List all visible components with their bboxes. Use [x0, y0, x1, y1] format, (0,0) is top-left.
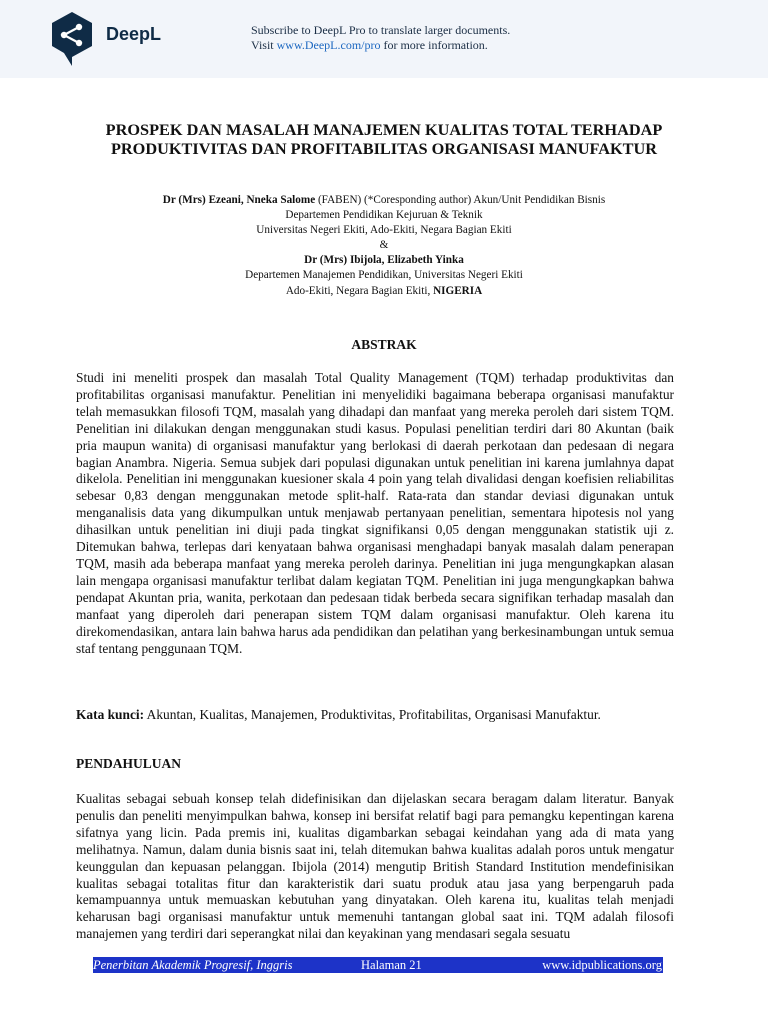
keywords-label: Kata kunci: — [76, 707, 145, 722]
author1-name: Dr (Mrs) Ezeani, Nneka Salome — [162, 194, 316, 206]
promo-line-1: Subscribe to DeepL Pro to translate larger documents. — [251, 23, 511, 37]
promo-line-2 — [251, 38, 510, 53]
promo-visit: Visit — [251, 38, 277, 52]
promo-rest: for more information. — [380, 38, 488, 52]
author-block — [150, 193, 618, 299]
author2-affiliation-2-line — [150, 284, 618, 299]
keywords — [76, 707, 674, 724]
footer-page-number: Halaman 21 — [361, 958, 422, 972]
author-separator: & — [379, 239, 389, 252]
author2-affiliation-1: Departemen Manajemen Pendidikan, Universitas Negeri Ekiti — [245, 269, 523, 282]
footer-publisher: Penerbitan Akademik Progresif, Inggris — [93, 958, 293, 972]
abstract-heading: ABSTRAK — [351, 337, 417, 352]
deepl-logo-icon[interactable] — [48, 10, 96, 68]
footer-url-link[interactable]: www.idpublications.org — [542, 958, 662, 972]
author1-affiliation-1: (FABEN) (*Coresponding author) Akun/Unit Pendidikan Bisnis — [315, 194, 606, 206]
keywords-list: Akuntan, Kualitas, Manajemen, Produktivitas, Profitabilitas, Organisasi Manufaktur. — [144, 707, 601, 722]
author2-country: NIGERIA — [433, 284, 483, 297]
author2-affiliation-2: Ado-Ekiti, Negara Bagian Ekiti, — [285, 284, 434, 297]
author1-affiliation-2: Departemen Pendidikan Kejuruan & Teknik — [285, 209, 483, 222]
intro-text: Kualitas sebagai sebuah konsep telah didefinisikan dan dijelaskan secara beragam dalam literatur. Banyak penulis dan peneliti menyimpulkan bahwa, konsep ini bersifat relatif bagi para pemangku kepentingan karena sifatnya yang licin. Pada premis ini, kualitas digambarkan sebagai keindahan yang ada di mata yang melihatnya. Namun, dalam dunia bisnis saat ini, telah ditemukan bahwa kualitas adalah poros untuk mengatur keunggulan dan kepuasan pelanggan. Ibijola (2014) mengutip British Standard Institution mendefinisikan kualitas sebagai totalitas fitur dan karakteristik dari suatu produk atau jasa yang berpengaruh pada kemampuannya untuk memuaskan kebutuhan yang dinyatakan. Oleh karena itu, kualitas telah menjadi keharusan bagi organisasi manufaktur untuk memenuhi tantangan global saat ini. TQM adalah filosofi manajemen yang terdiri dari seperangkat nilai dan keyakinan yang mendasari segala sesuatu — [76, 791, 674, 942]
promo-text — [251, 23, 510, 53]
deepl-banner — [0, 0, 768, 78]
author1-line — [150, 193, 618, 208]
paper-title: PROSPEK DAN MASALAH MANAJEMEN KUALITAS TOTAL TERHADAP PRODUKTIVITAS DAN PROFITABILITAS ORGANISASI MANUFAKTUR — [105, 120, 663, 158]
author2-name: Dr (Mrs) Ibijola, Elizabeth Yinka — [304, 254, 464, 267]
intro-heading: PENDAHULUAN — [76, 756, 182, 771]
author1-affiliation-3: Universitas Negeri Ekiti, Ado-Ekiti, Negara Bagian Ekiti — [256, 224, 512, 237]
deepl-logo-text[interactable]: DeepL — [106, 24, 162, 44]
promo-link[interactable]: www.DeepL.com/pro — [276, 38, 381, 52]
page-footer — [93, 957, 663, 973]
abstract-text: Studi ini meneliti prospek dan masalah Total Quality Management (TQM) terhadap produktivitas dan profitabilitas organisasi manufaktur. Penelitian ini menyelidiki bagaimana beberapa organisasi manufaktur telah memasukkan filosofi TQM, masalah yang dihadapi dan manfaat yang mereka peroleh dari sistem TQM. Penelitian ini dilakukan dengan menggunakan studi kasus. Populasi penelitian terdiri dari 80 Akuntan (baik pria maupun wanita) di organisasi manufaktur yang berlokasi di daerah perkotaan dan pedesaan di negara bagian Anambra. Nigeria. Semua subjek dari populasi digunakan untuk penelitian ini karena jumlahnya dapat dikelola. Penelitian ini menggunakan kuesioner skala 4 poin yang telah divalidasi dengan koefisien reliabilitas sebesar 0,83 dengan menggunakan metode split-half. Rata-rata dan standar deviasi digunakan untuk menganalisis data yang dikumpulkan untuk menjawab pertanyaan penelitian, sementara hipotesis nol yang dihasilkan untuk penelitian ini diuji pada tingkat signifikansi 0,05 dengan menggunakan statistik uji z. Ditemukan bahwa, terlepas dari kenyataan bahwa organisasi menghadapi banyak masalah dalam penerapan TQM, masih ada beberapa manfaat yang mereka peroleh darinya. Penelitian ini juga mengungkapkan alasan lain mengapa organisasi manufaktur terlibat dalam kegiatan TQM. Penelitian ini juga mengungkapkan bahwa pendapat Akuntan pria, wanita, perkotaan dan pedesaan tidak berbeda secara signifikan terhadap masalah dan manfaat yang diperoleh dari penerapan sistem TQM dalam organisasi manufaktur. Oleh karena itu direkomendasikan, antara lain bahwa harus ada pendidikan dan pelatihan yang berkesinambungan untuk semua staf tentang penggunaan TQM. — [76, 370, 674, 656]
